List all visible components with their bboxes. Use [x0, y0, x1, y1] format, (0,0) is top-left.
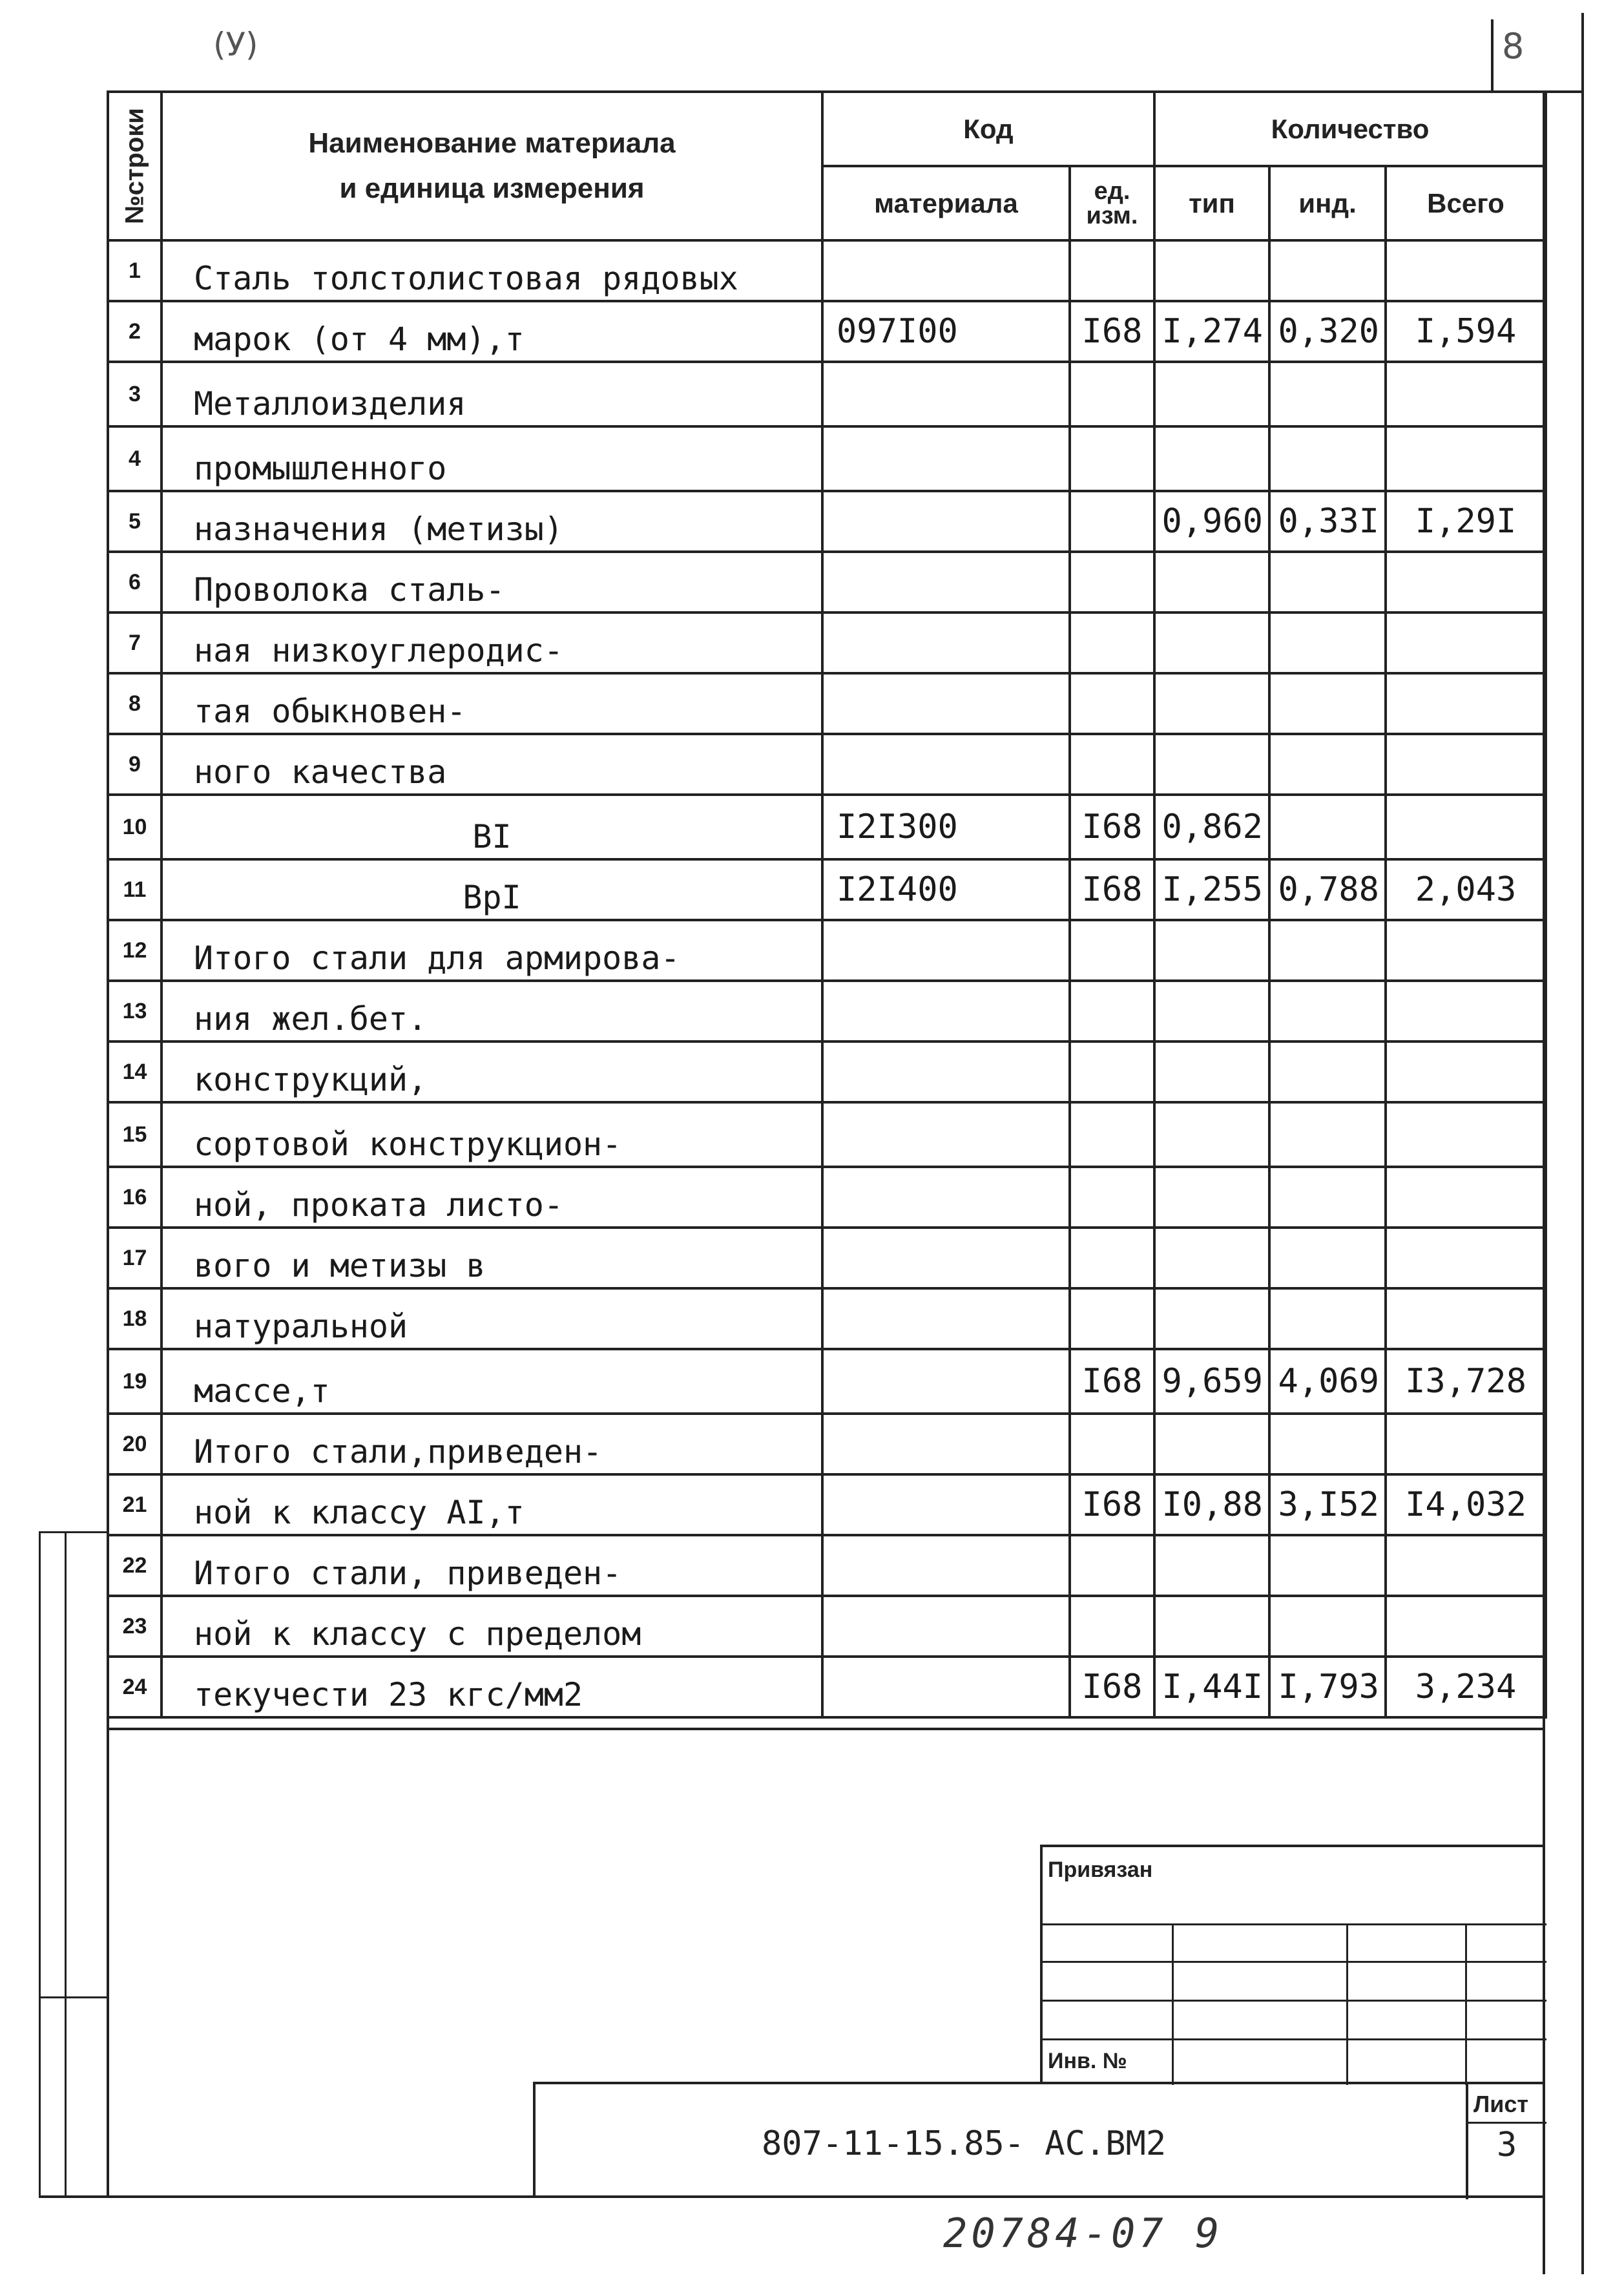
material-code [822, 552, 1070, 612]
inv-no-label: Инв. № [1048, 2049, 1127, 2073]
quantity-type [1154, 240, 1269, 301]
tied-col-1 [1172, 1923, 1174, 2085]
quantity-total: I,29I [1386, 491, 1546, 552]
header-code-material: материала [822, 166, 1070, 240]
row-number: 7 [108, 612, 161, 673]
material-name: сортовой конструкцион- [161, 1102, 822, 1167]
material-name: Металлоизделия [161, 362, 822, 426]
quantity-total [1386, 1042, 1546, 1102]
quantity-type [1154, 1102, 1269, 1167]
unit-code [1070, 734, 1154, 795]
material-code [822, 1042, 1070, 1102]
quantity-ind [1269, 1228, 1386, 1288]
quantity-type [1154, 362, 1269, 426]
quantity-type [1154, 1596, 1269, 1657]
quantity-ind [1269, 1596, 1386, 1657]
tied-line-4 [1043, 2038, 1546, 2040]
quantity-ind: 3,I52 [1269, 1474, 1386, 1535]
quantity-type: I,274 [1154, 301, 1269, 362]
material-code [822, 981, 1070, 1042]
quantity-type [1154, 1288, 1269, 1349]
table-row [108, 1167, 1546, 1228]
quantity-total [1386, 426, 1546, 491]
material-name: конструкций, [161, 1042, 822, 1102]
quantity-total [1386, 1228, 1546, 1288]
table-row [108, 1349, 1546, 1414]
page-number-divider [1491, 19, 1494, 90]
header-code: Код [822, 92, 1154, 166]
material-code [822, 612, 1070, 673]
quantity-ind [1269, 920, 1386, 981]
material-name: ной к классу AI,т [161, 1474, 822, 1535]
row-number: 2 [108, 301, 161, 362]
quantity-ind [1269, 795, 1386, 859]
quantity-ind [1269, 981, 1386, 1042]
row-number: 13 [108, 981, 161, 1042]
quantity-total: I3,728 [1386, 1349, 1546, 1414]
material-code [822, 1102, 1070, 1167]
row-number: 23 [108, 1596, 161, 1657]
quantity-total [1386, 981, 1546, 1042]
quantity-type [1154, 1414, 1269, 1474]
quantity-type [1154, 734, 1269, 795]
unit-code [1070, 1228, 1154, 1288]
table-row [108, 673, 1546, 734]
stamp-top-line [107, 1728, 1544, 1730]
unit-code [1070, 1167, 1154, 1228]
quantity-total [1386, 240, 1546, 301]
row-number: 11 [108, 859, 161, 920]
title-block [533, 2082, 1544, 2197]
unit-code [1070, 240, 1154, 301]
table-row [108, 1288, 1546, 1349]
table-row [108, 981, 1546, 1042]
quantity-type [1154, 981, 1269, 1042]
material-name: Сталь толстолистовая рядовых [161, 240, 822, 301]
row-number: 6 [108, 552, 161, 612]
header-qty-type: тип [1154, 166, 1269, 240]
material-code [822, 362, 1070, 426]
row-number: 15 [108, 1102, 161, 1167]
quantity-total [1386, 795, 1546, 859]
material-name: тая обыкновен- [161, 673, 822, 734]
materials-table [107, 90, 1547, 1719]
quantity-total [1386, 1167, 1546, 1228]
table-row [108, 1535, 1546, 1596]
tied-label: Привязан [1048, 1858, 1153, 1882]
table-row [108, 1042, 1546, 1102]
quantity-total: 3,234 [1386, 1657, 1546, 1717]
quantity-ind [1269, 673, 1386, 734]
material-code [822, 734, 1070, 795]
row-number: 18 [108, 1288, 161, 1349]
quantity-type [1154, 920, 1269, 981]
quantity-type [1154, 552, 1269, 612]
row-number: 9 [108, 734, 161, 795]
header-material-name: Наименование материала и единица измерения [161, 92, 822, 240]
material-name: BI [161, 795, 822, 859]
material-name: натуральной [161, 1288, 822, 1349]
tied-col-2 [1346, 1923, 1348, 2085]
quantity-total [1386, 920, 1546, 981]
unit-code [1070, 1596, 1154, 1657]
quantity-ind [1269, 426, 1386, 491]
unit-code [1070, 491, 1154, 552]
table-row [108, 734, 1546, 795]
table-row [108, 362, 1546, 426]
sheet-value: 3 [1497, 2126, 1517, 2164]
material-name: назначения (метизы) [161, 491, 822, 552]
material-name: Итого стали, приведен- [161, 1535, 822, 1596]
quantity-type: I0,88 [1154, 1474, 1269, 1535]
unit-code: I68 [1070, 1657, 1154, 1717]
material-code [822, 920, 1070, 981]
material-name: марок (от 4 мм),т [161, 301, 822, 362]
header-code-unit: ед. изм. [1070, 166, 1154, 240]
quantity-ind [1269, 1102, 1386, 1167]
row-number: 24 [108, 1657, 161, 1717]
row-number: 16 [108, 1167, 161, 1228]
row-number: 22 [108, 1535, 161, 1596]
quantity-ind [1269, 612, 1386, 673]
row-number: 4 [108, 426, 161, 491]
material-name: массе,т [161, 1349, 822, 1414]
quantity-total [1386, 1102, 1546, 1167]
quantity-ind: 4,069 [1269, 1349, 1386, 1414]
table-row [108, 1657, 1546, 1717]
sheet-label: Лист [1473, 2091, 1529, 2117]
material-code [822, 1414, 1070, 1474]
quantity-ind [1269, 1288, 1386, 1349]
material-name: ная низкоуглеродис- [161, 612, 822, 673]
unit-code: I68 [1070, 859, 1154, 920]
material-code [822, 1474, 1070, 1535]
quantity-total: I4,032 [1386, 1474, 1546, 1535]
unit-code [1070, 920, 1154, 981]
quantity-total [1386, 1414, 1546, 1474]
quantity-type [1154, 673, 1269, 734]
table-row [108, 920, 1546, 981]
header-row-number: №строки [108, 92, 161, 240]
row-number: 3 [108, 362, 161, 426]
quantity-ind [1269, 362, 1386, 426]
material-code [822, 1596, 1070, 1657]
quantity-type [1154, 612, 1269, 673]
quantity-type: 9,659 [1154, 1349, 1269, 1414]
tied-line-1 [1043, 1923, 1546, 1925]
quantity-total [1386, 1596, 1546, 1657]
quantity-total [1386, 734, 1546, 795]
material-name: Итого стали для армирова- [161, 920, 822, 981]
material-code [822, 1535, 1070, 1596]
table-row [108, 1414, 1546, 1474]
quantity-ind: 0,320 [1269, 301, 1386, 362]
table-row [108, 552, 1546, 612]
unit-code [1070, 1414, 1154, 1474]
footer-number: 20784-07 9 [943, 2210, 1223, 2257]
unit-code: I68 [1070, 1349, 1154, 1414]
unit-code [1070, 426, 1154, 491]
quantity-total [1386, 1288, 1546, 1349]
quantity-ind [1269, 1535, 1386, 1596]
margin-h-1 [39, 1531, 109, 1533]
material-name: BpI [161, 859, 822, 920]
document-code: 807-11-15.85- АС.ВМ2 [762, 2124, 1167, 2163]
row-number: 14 [108, 1042, 161, 1102]
frame-right-outer [1581, 13, 1584, 2274]
top-mark: (У) [213, 26, 258, 63]
unit-code: I68 [1070, 301, 1154, 362]
tied-stamp [1040, 1845, 1544, 2082]
table-row [108, 1102, 1546, 1167]
unit-code [1070, 1102, 1154, 1167]
quantity-total [1386, 1535, 1546, 1596]
material-code: 097I00 [822, 301, 1070, 362]
unit-code [1070, 612, 1154, 673]
row-number: 20 [108, 1414, 161, 1474]
quantity-ind [1269, 240, 1386, 301]
material-name: вого и метизы в [161, 1228, 822, 1288]
table-row [108, 1474, 1546, 1535]
material-name: ного качества [161, 734, 822, 795]
unit-code [1070, 1288, 1154, 1349]
unit-code [1070, 981, 1154, 1042]
quantity-type [1154, 1228, 1269, 1288]
quantity-ind [1269, 552, 1386, 612]
header-qty-total: Всего [1386, 166, 1546, 240]
material-code [822, 1349, 1070, 1414]
quantity-type [1154, 1042, 1269, 1102]
table-row [108, 301, 1546, 362]
table-body [108, 240, 1546, 1717]
quantity-type [1154, 1167, 1269, 1228]
material-code [822, 1657, 1070, 1717]
table-row [108, 795, 1546, 859]
material-name: ния жел.бет. [161, 981, 822, 1042]
table-row [108, 426, 1546, 491]
quantity-total: 2,043 [1386, 859, 1546, 920]
quantity-ind [1269, 1042, 1386, 1102]
unit-code: I68 [1070, 1474, 1154, 1535]
row-number: 21 [108, 1474, 161, 1535]
quantity-ind [1269, 1167, 1386, 1228]
header-quantity: Количество [1154, 92, 1546, 166]
quantity-type [1154, 1535, 1269, 1596]
material-name: Проволока сталь- [161, 552, 822, 612]
quantity-total [1386, 552, 1546, 612]
unit-code [1070, 362, 1154, 426]
quantity-ind: 0,788 [1269, 859, 1386, 920]
quantity-ind: 0,33I [1269, 491, 1386, 552]
quantity-type: I,255 [1154, 859, 1269, 920]
quantity-ind [1269, 734, 1386, 795]
unit-code [1070, 1042, 1154, 1102]
tied-line-3 [1043, 2000, 1546, 2002]
unit-code [1070, 552, 1154, 612]
material-name: ной, проката листо- [161, 1167, 822, 1228]
sheet-divider [1466, 2084, 1468, 2199]
row-number: 19 [108, 1349, 161, 1414]
quantity-type: 0,862 [1154, 795, 1269, 859]
page-number: 8 [1502, 26, 1525, 67]
material-code: I2I400 [822, 859, 1070, 920]
table-row [108, 859, 1546, 920]
sheet-line [1466, 2122, 1546, 2124]
material-code [822, 1228, 1070, 1288]
row-number: 10 [108, 795, 161, 859]
quantity-total [1386, 362, 1546, 426]
unit-code [1070, 1535, 1154, 1596]
material-code: I2I300 [822, 795, 1070, 859]
unit-code: I68 [1070, 795, 1154, 859]
row-number: 1 [108, 240, 161, 301]
quantity-total: I,594 [1386, 301, 1546, 362]
row-number: 5 [108, 491, 161, 552]
table-row [108, 1228, 1546, 1288]
quantity-ind: I,793 [1269, 1657, 1386, 1717]
quantity-total [1386, 673, 1546, 734]
material-name: Итого стали,приведен- [161, 1414, 822, 1474]
row-number: 8 [108, 673, 161, 734]
margin-h-2 [39, 1996, 109, 1998]
quantity-type: I,44I [1154, 1657, 1269, 1717]
table-row [108, 612, 1546, 673]
material-code [822, 1167, 1070, 1228]
material-code [822, 1288, 1070, 1349]
header-qty-ind: инд. [1269, 166, 1386, 240]
table-row [108, 491, 1546, 552]
material-name: ной к классу с пределом [161, 1596, 822, 1657]
margin-line-1 [39, 1531, 41, 2197]
material-name: текучести 23 кгс/мм2 [161, 1657, 822, 1717]
row-number: 17 [108, 1228, 161, 1288]
material-code [822, 673, 1070, 734]
material-code [822, 240, 1070, 301]
material-code [822, 491, 1070, 552]
tied-line-2 [1043, 1961, 1546, 1963]
quantity-type: 0,960 [1154, 491, 1269, 552]
material-name: промышленного [161, 426, 822, 491]
margin-line-2 [65, 1531, 67, 2197]
quantity-type [1154, 426, 1269, 491]
row-number: 12 [108, 920, 161, 981]
table-row [108, 1596, 1546, 1657]
quantity-ind [1269, 1414, 1386, 1474]
quantity-total [1386, 612, 1546, 673]
tied-col-3 [1465, 1923, 1467, 2085]
unit-code [1070, 673, 1154, 734]
table-row [108, 240, 1546, 301]
material-code [822, 426, 1070, 491]
